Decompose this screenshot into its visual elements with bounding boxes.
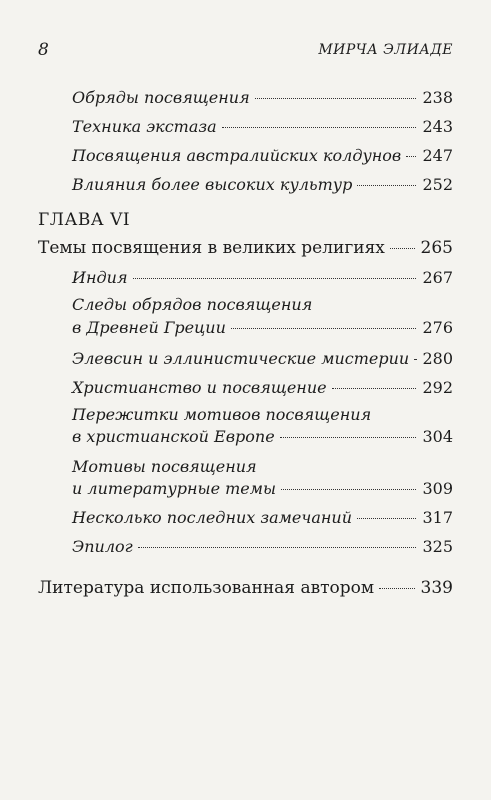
- toc-entry: [72, 479, 453, 499]
- toc-entry-title: Темы посвящения в великих религиях: [38, 238, 385, 258]
- toc-entry-page: 276: [422, 318, 453, 337]
- toc-entry-page: 317: [422, 508, 453, 527]
- dot-leader: [357, 518, 416, 519]
- toc-entry-page: 252: [422, 175, 453, 194]
- toc-entry-line1: Следы обрядов посвящения: [72, 295, 313, 314]
- dot-leader: [255, 98, 417, 99]
- toc-entry-line1: Пережитки мотивов посвящения: [72, 405, 372, 424]
- toc-entry-page: 247: [422, 146, 453, 165]
- dot-leader: [231, 328, 417, 329]
- toc-entry: [72, 117, 453, 137]
- toc-entry-title: Обряды посвящения: [72, 88, 250, 107]
- chapter-title-entry: [38, 238, 453, 258]
- dot-leader: [222, 127, 417, 128]
- toc-entry: [72, 378, 453, 398]
- dot-leader: [281, 489, 416, 490]
- toc-entry-title: Индия: [72, 268, 128, 287]
- toc-entry: [72, 537, 453, 557]
- dot-leader: [138, 547, 417, 548]
- toc-entry-title: Несколько последних замечаний: [72, 508, 353, 527]
- toc-entry: [72, 349, 453, 369]
- toc-entry-page: 267: [422, 268, 453, 287]
- literature-entry: [38, 578, 453, 598]
- toc-entry-title: Влияния более высоких культур: [72, 175, 353, 194]
- toc-entry-page: 292: [422, 378, 453, 397]
- toc-entry-page: 265: [420, 238, 453, 258]
- toc-entry-page: 238: [422, 88, 453, 107]
- toc-entry-title: Эпилог: [72, 537, 133, 556]
- toc-entry-title: в Древней Греции: [72, 318, 226, 337]
- toc-entry-title: и литературные темы: [72, 479, 277, 498]
- toc-entry-title: Элевсин и эллинистические мистерии: [72, 349, 410, 368]
- toc-entry-page: 339: [420, 578, 453, 598]
- toc-entry: [72, 427, 453, 447]
- dot-leader: [357, 185, 416, 186]
- toc-entry-page: 309: [422, 479, 453, 498]
- dot-leader: [133, 278, 417, 279]
- chapter-heading: ГЛАВА VI: [38, 210, 131, 230]
- toc-entry: [72, 146, 453, 166]
- toc-entry-page: 304: [422, 427, 453, 446]
- author-name: МИРЧА ЭЛИАДЕ: [318, 42, 453, 58]
- dot-leader: [414, 359, 416, 360]
- toc-entry: [72, 508, 453, 528]
- dot-leader: [280, 437, 417, 438]
- page-number: 8: [38, 40, 49, 60]
- dot-leader: [390, 248, 415, 249]
- toc-entry: [72, 175, 453, 195]
- toc-entry: [72, 268, 453, 288]
- toc-entry-page: 325: [422, 537, 453, 556]
- toc-entry-title: Литература использованная автором: [38, 578, 375, 598]
- dot-leader: [406, 156, 416, 157]
- toc-entry-title: Посвящения австралийских колдунов: [72, 146, 402, 165]
- toc-entry: [72, 88, 453, 108]
- toc-entry-line1: Мотивы посвящения: [72, 457, 257, 476]
- toc-entry-title: Техника экстаза: [72, 117, 217, 136]
- dot-leader: [379, 588, 414, 589]
- toc-entry-page: 280: [422, 349, 453, 368]
- toc-entry-title: Христианство и посвящение: [72, 378, 327, 397]
- dot-leader: [332, 388, 417, 389]
- toc-entry: [72, 318, 453, 338]
- toc-entry-title: в христианской Европе: [72, 427, 275, 446]
- toc-entry-page: 243: [422, 117, 453, 136]
